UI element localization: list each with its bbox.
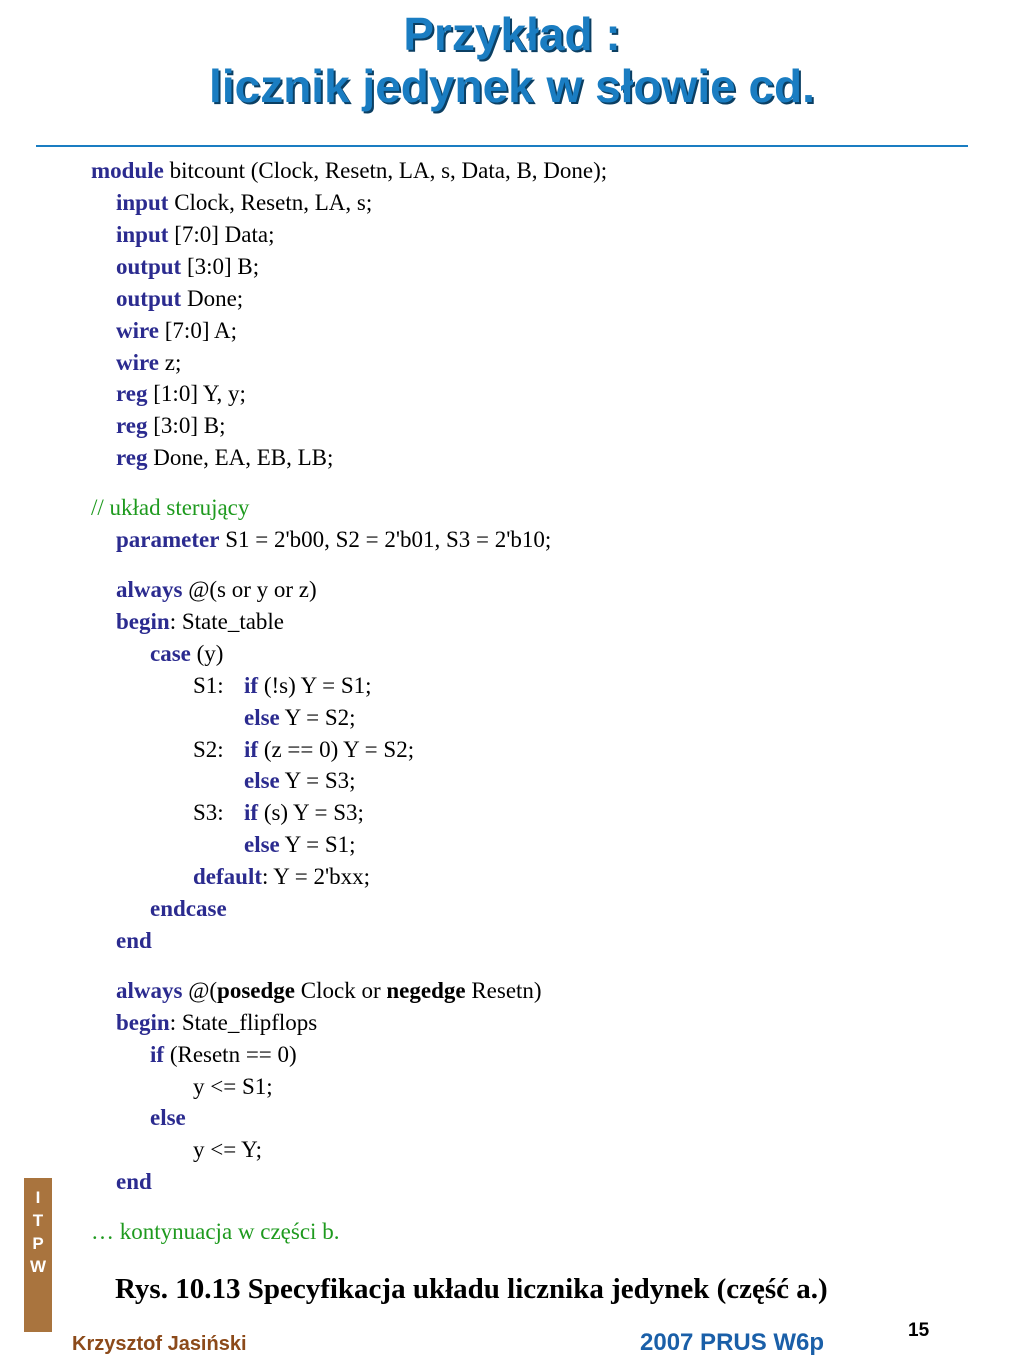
code-text: Done, EA, EB, LB; [147, 445, 334, 470]
figure-caption: Rys. 10.13 Specyfikacja układu licznika jedynek (część a.) [115, 1273, 828, 1305]
code-keyword: input [116, 222, 169, 247]
code-text: Clock, Resetn, LA, s; [168, 190, 373, 215]
code-line [116, 525, 551, 555]
code-line [116, 348, 181, 378]
code-keyword: always [116, 978, 183, 1003]
code-text: @( [182, 978, 218, 1003]
code-line [116, 607, 284, 637]
code-line [116, 316, 237, 346]
code-keyword: end [116, 928, 152, 953]
code-line [193, 862, 370, 892]
code-text: @(s or y or z) [182, 577, 317, 602]
code-text: : Y = 2'bxx; [262, 864, 371, 889]
code-line [193, 1135, 262, 1165]
code-keyword: reg [116, 381, 148, 406]
code-keyword: begin [116, 609, 170, 634]
code-text: y <= Y; [193, 1137, 262, 1162]
code-keyword: reg [116, 413, 148, 438]
code-text: y <= S1; [193, 1074, 273, 1099]
code-line [116, 284, 243, 314]
code-keyword: else [244, 832, 280, 857]
code-text: bitcount (Clock, Resetn, LA, s, Data, B, Done); [163, 158, 608, 183]
code-line [91, 156, 607, 186]
code-keyword: wire [116, 350, 160, 375]
code-keyword: end [116, 1169, 152, 1194]
code-text: z; [159, 350, 182, 375]
code-keyword: reg [116, 445, 148, 470]
code-line [116, 411, 225, 441]
code-keyword: if [244, 800, 259, 825]
code-text: [7:0] A; [159, 318, 237, 343]
code-keyword: if [150, 1042, 165, 1067]
code-line [244, 703, 356, 733]
code-text: [1:0] Y, y; [147, 381, 246, 406]
code-text: (Resetn == 0) [164, 1042, 297, 1067]
title-divider [36, 145, 968, 147]
code-keyword: else [150, 1105, 186, 1130]
code-keyword: default [193, 864, 262, 889]
code-text: [3:0] B; [181, 254, 260, 279]
code-line [116, 252, 259, 282]
code-comment: // układ sterujący [91, 495, 250, 520]
code-line [244, 671, 372, 701]
itpw-sidebar [24, 1178, 52, 1332]
code-keyword: else [244, 705, 280, 730]
slide-title [0, 8, 1024, 112]
code-keyword: if [244, 673, 259, 698]
title-line-1: Przykład : [403, 8, 621, 60]
code-keyword: output [116, 254, 182, 279]
code-line [150, 1103, 186, 1133]
code-keyword-bold: posedge [217, 978, 295, 1003]
code-line [116, 976, 542, 1006]
code-text: Y = S3; [279, 768, 356, 793]
code-line [150, 894, 227, 924]
code-line [150, 639, 223, 669]
code-text: : State_flipflops [169, 1010, 318, 1035]
code-keyword: endcase [150, 896, 227, 921]
code-line [116, 575, 317, 605]
code-keyword: wire [116, 318, 160, 343]
code-line [116, 220, 274, 250]
code-text: Clock or [295, 978, 387, 1003]
code-text: : State_table [169, 609, 285, 634]
code-line [116, 1008, 317, 1038]
code-line [150, 1040, 297, 1070]
code-keyword: if [244, 737, 259, 762]
footer-course: 2007 PRUS W6p [640, 1329, 825, 1356]
code-line [116, 379, 246, 409]
code-keyword: output [116, 286, 182, 311]
page-number: 15 [908, 1320, 930, 1341]
sidebar-letter: T [32, 1211, 44, 1230]
code-text: S1 = 2'b00, S2 = 2'b01, S3 = 2'b10; [219, 527, 552, 552]
code-keyword: begin [116, 1010, 170, 1035]
code-keyword: input [116, 190, 169, 215]
code-keyword: case [150, 641, 191, 666]
code-text: Resetn) [465, 978, 542, 1003]
code-keyword-bold: negedge [386, 978, 466, 1003]
code-line [116, 443, 333, 473]
title-line-2: licznik jedynek w słowie cd. [209, 60, 815, 112]
footer-author: Krzysztof Jasiński [72, 1333, 247, 1355]
code-keyword: always [116, 577, 183, 602]
code-text: Y = S1; [279, 832, 356, 857]
code-text: [7:0] Data; [168, 222, 275, 247]
code-text: [3:0] B; [147, 413, 226, 438]
case-label: S3: [193, 800, 224, 825]
code-text: (s) Y = S3; [258, 800, 364, 825]
sidebar-letter: W [29, 1257, 47, 1276]
code-line [244, 830, 356, 860]
code-line [193, 1072, 273, 1102]
code-text: (!s) Y = S1; [258, 673, 372, 698]
code-keyword: parameter [116, 527, 220, 552]
sidebar-letter: I [35, 1188, 41, 1207]
code-text: (y) [190, 641, 224, 666]
code-text: Done; [181, 286, 244, 311]
code-line [244, 766, 356, 796]
continuation-note: … kontynuacja w części b. [91, 1219, 340, 1244]
code-line [116, 1167, 152, 1197]
code-text: Y = S2; [279, 705, 356, 730]
sidebar-letter: P [32, 1234, 44, 1253]
case-label: S1: [193, 673, 224, 698]
code-keyword: module [91, 158, 164, 183]
code-line [244, 798, 364, 828]
case-label: S2: [193, 737, 224, 762]
code-text: (z == 0) Y = S2; [258, 737, 415, 762]
code-line [116, 926, 152, 956]
code-line [116, 188, 372, 218]
code-keyword: else [244, 768, 280, 793]
code-line [244, 735, 414, 765]
